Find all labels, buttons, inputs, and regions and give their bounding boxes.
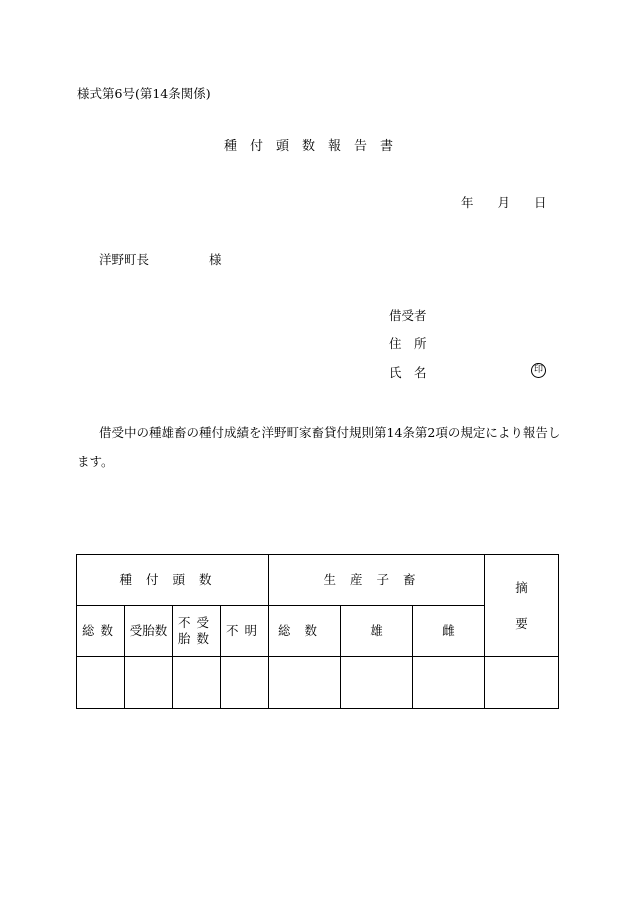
cell-female[interactable]: [413, 657, 485, 709]
addressee-honorific: 様: [209, 252, 222, 267]
header-offspring: 生産子畜: [269, 555, 485, 606]
sender-name-label: 氏 名: [389, 365, 427, 380]
date-month: 月: [497, 195, 511, 210]
cell-total[interactable]: [77, 657, 125, 709]
header-remarks-bottom: 要: [515, 615, 528, 631]
seal-mark: 印: [531, 363, 546, 378]
date-day: 日: [534, 195, 547, 210]
report-table: [76, 554, 559, 709]
col-pregnant: 受胎数: [125, 606, 173, 657]
header-remarks-top: 摘: [515, 579, 528, 595]
cell-male[interactable]: [341, 657, 413, 709]
page-title: 種付頭数報告書: [223, 139, 406, 154]
cell-not-pregnant[interactable]: [173, 657, 221, 709]
col-male: 雄: [341, 606, 413, 657]
cell-pregnant[interactable]: [125, 657, 173, 709]
sender-address-label: 住 所: [389, 336, 427, 351]
cell-offspring-total[interactable]: [269, 657, 341, 709]
col-not-pregnant-bottom: 胎数: [177, 631, 215, 646]
col-not-pregnant: [173, 606, 221, 657]
cell-remarks[interactable]: [485, 657, 559, 709]
col-total: 総数: [77, 606, 125, 657]
table-row: [77, 657, 559, 709]
addressee: [99, 250, 222, 268]
col-not-pregnant-top: 不受: [177, 615, 215, 630]
header-breeding-count: 種付頭数: [77, 555, 269, 606]
col-female: 雌: [413, 606, 485, 657]
form-number: 様式第6号(第14条関係): [77, 86, 211, 101]
header-remarks: [485, 555, 559, 657]
date-line: [461, 193, 547, 211]
col-unknown: 不明: [221, 606, 269, 657]
sender-borrower-label: 借受者: [389, 308, 427, 323]
col-offspring-total: 総数: [269, 606, 341, 657]
addressee-name: 洋野町長: [99, 252, 150, 267]
body-text: 借受中の種雄畜の種付成績を洋野町家畜貸付規則第14条第2項の規定により報告します。: [77, 425, 561, 469]
date-year: 年: [461, 195, 474, 210]
cell-unknown[interactable]: [221, 657, 269, 709]
